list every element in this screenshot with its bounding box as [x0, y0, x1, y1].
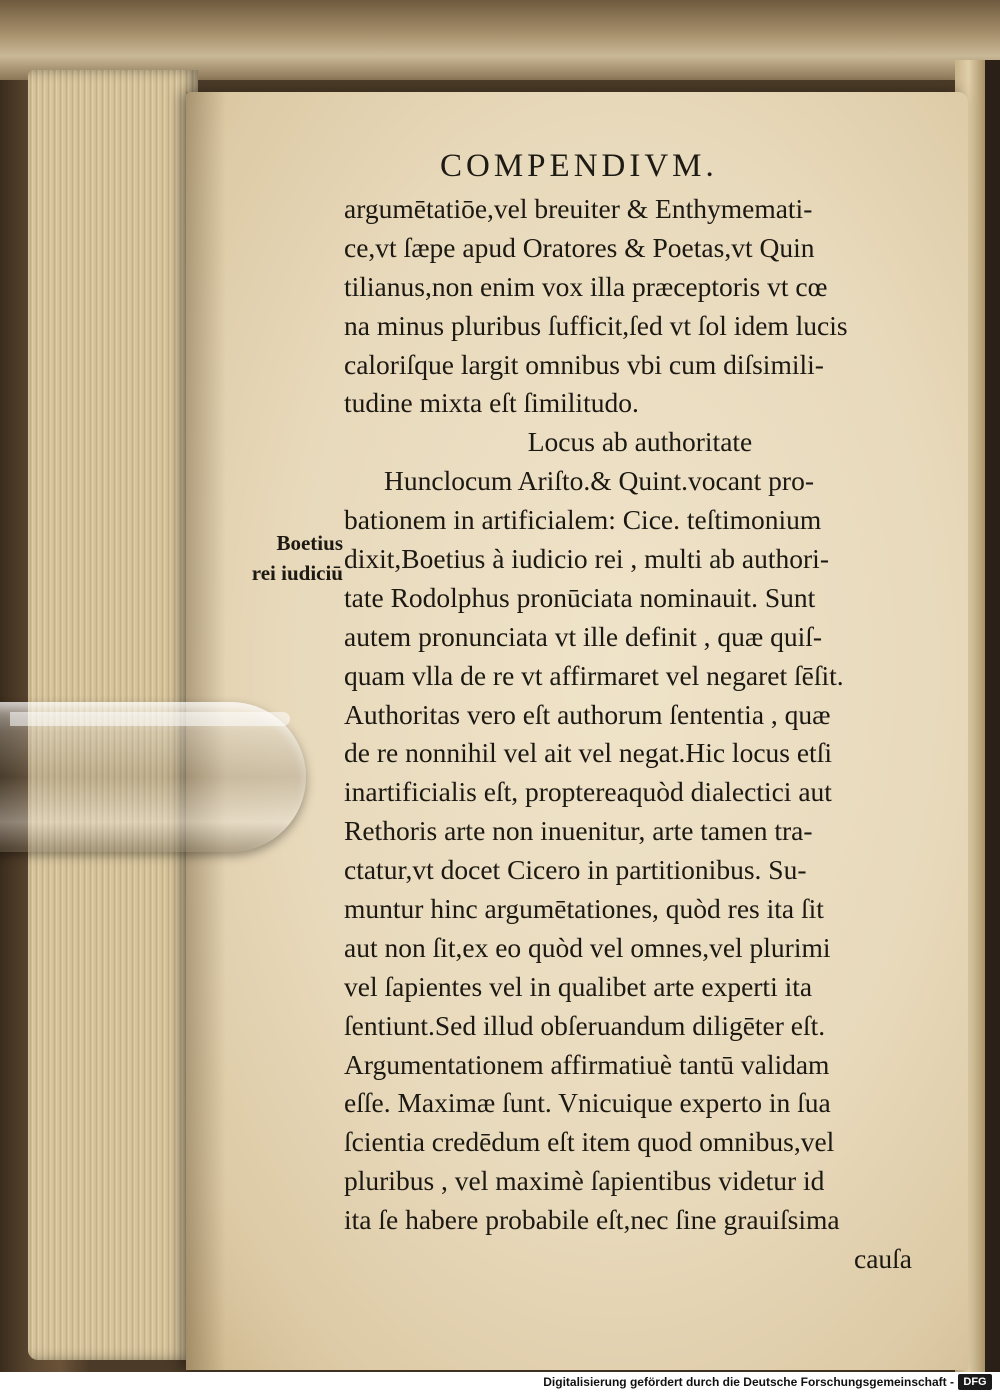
text-line: eſſe. Maximæ ſunt. Vnicuique experto in ſua — [344, 1087, 831, 1119]
margin-note-line: rei iudiciū — [251, 561, 343, 585]
text-line: argumētatiōe,vel breuiter & Enthymemati- — [344, 193, 813, 224]
running-head: COMPENDIVM. — [440, 148, 718, 184]
text-line: bationem in artificialem: Cice. teſtimonium — [344, 504, 822, 536]
funding-notice: Digitalisierung gefördert durch die Deutsche Forschungsgemeinschaft - — [543, 1375, 954, 1389]
text-line: ſcientia credēdum eſt item quod omnibus,vel — [344, 1126, 835, 1158]
text-line: pluribus , vel maximè ſapientibus videtur id — [344, 1165, 825, 1197]
body-text — [344, 190, 912, 1279]
text-line: tilianus,non enim vox illa præceptoris vt cœ — [344, 270, 828, 302]
text-line: vel ſapientes vel in qualibet arte experti ita — [344, 970, 813, 1002]
right-cover-edge — [985, 60, 1000, 1372]
text-line: inartificialis eſt, proptereaquòd dialectici aut — [344, 776, 832, 808]
book-cover-top — [0, 0, 1000, 80]
text-line: dixit,Boetius à iudicio rei , multi ab authori- — [344, 543, 829, 575]
text-line: de re nonnihil vel ait vel negat.Hic locus etſi — [344, 737, 832, 769]
text-line: muntur hinc argumētationes, quòd res ita ſit — [344, 893, 824, 925]
text-line: tudine mixta eſt ſimilitudo. — [344, 387, 639, 419]
text-line: quam vlla de re vt affirmaret vel negaret ſēſit. — [344, 659, 844, 691]
catchword: cauſa — [853, 1243, 912, 1275]
text-line: Hunclocum Ariſto.& Quint.vocant pro- — [384, 465, 814, 497]
text-line: ctatur,vt docet Cicero in partitionibus. Su- — [344, 854, 807, 886]
dfg-logo: DFG — [958, 1374, 992, 1390]
section-heading: Locus ab authoritate — [527, 426, 753, 458]
margin-note — [225, 528, 343, 588]
text-line: tate Rodolphus pronūciata nominauit. Sunt — [344, 581, 816, 613]
text-line: ſentiunt.Sed illud obſeruandum diligēter eſt. — [344, 1009, 826, 1041]
text-line: Argumentationem affirmatiuè tantū validam — [344, 1048, 830, 1080]
text-line: Authoritas vero eſt authorum ſententia , quæ — [344, 698, 831, 730]
text-line: autem pronunciata vt ille definit , quæ quiſ- — [344, 620, 823, 652]
margin-note-line: Boetius — [276, 531, 343, 555]
glass-highlight — [10, 712, 290, 726]
text-line: ita ſe habere probabile eſt,nec ſine grauiſsima — [344, 1204, 840, 1236]
text-line: na minus pluribus ſufficit,ſed vt ſol idem lucis — [344, 309, 848, 341]
text-line: aut non ſit,ex eo quòd vel omnes,vel plurimi — [344, 931, 831, 963]
text-line: caloriſque largit omnibus vbi cum diſsimili- — [344, 348, 824, 380]
text-line: Rethoris arte non inuenitur, arte tamen tra- — [344, 815, 813, 847]
text-line: ce,vt ſæpe apud Oratores & Poetas,vt Quin — [344, 231, 815, 263]
